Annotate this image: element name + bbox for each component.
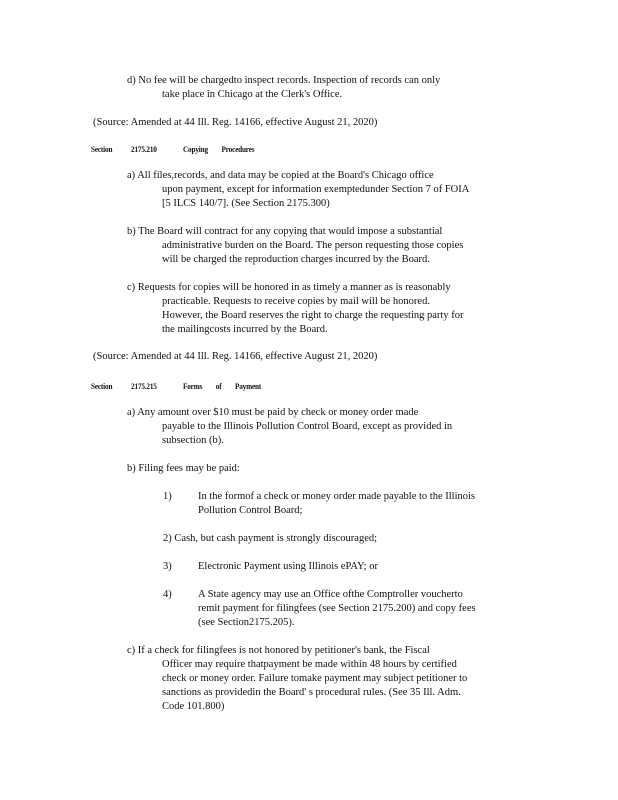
- subsection-d-line1: d) No fee will be chargedto inspect records. Inspection of records can only: [127, 75, 441, 86]
- section-number-1: 2175.210: [131, 144, 157, 154]
- sec1-subsection-c-line1: c) Requests for copies will be honored in as timely a manner as is reasonably: [127, 282, 451, 293]
- sec2-subsection-a-line2: payable to the Illinois Pollution Control Board, except as provided in: [162, 421, 453, 432]
- item-3-number: 3): [163, 561, 172, 572]
- item-4-line1: A State agency may use an Office ofthe Comptroller voucherto: [198, 589, 463, 600]
- source-note-2: (Source: Amended at 44 Ill. Reg. 14166, effective August 21, 2020): [93, 351, 378, 362]
- item-1-line2: Pollution Control Board;: [198, 505, 303, 516]
- sec2-subsection-c-line2: Officer may require thatpayment be made within 48 hours by certified: [162, 659, 457, 670]
- item-3-line1: Electronic Payment using Illinois ePAY; or: [198, 561, 378, 572]
- sec1-subsection-b-line1: b) The Board will contract for any copying that would impose a substantial: [127, 226, 443, 237]
- section-number-2: 2175.215: [131, 381, 157, 391]
- source-note-1: (Source: Amended at 44 Ill. Reg. 14166, effective August 21, 2020): [93, 117, 378, 128]
- subsection-d-line2: take place in Chicago at the Clerk's Office.: [162, 89, 343, 100]
- section-label-1: Section: [91, 144, 113, 154]
- sec2-subsection-c-line1: c) If a check for filingfees is not honored by petitioner's bank, the Fiscal: [127, 645, 430, 656]
- section-title-2: Forms of Payment: [183, 381, 262, 391]
- item-1-number: 1): [163, 491, 172, 502]
- sec2-subsection-a-line1: a) Any amount over $10 must be paid by check or money order made: [127, 407, 419, 418]
- item-2-line1: 2) Cash, but cash payment is strongly discouraged;: [163, 533, 378, 544]
- section-title-1: Copying Procedures: [183, 144, 255, 154]
- sec2-subsection-c-line5: Code 101.800): [162, 701, 225, 712]
- sec1-subsection-a-line1: a) All files,records, and data may be copied at the Board's Chicago office: [127, 170, 434, 181]
- sec2-subsection-a-line3: subsection (b).: [162, 435, 224, 446]
- sec1-subsection-a-line3: [5 ILCS 140/7]. (See Section 2175.300): [162, 198, 330, 209]
- sec2-subsection-b-line1: b) Filing fees may be paid:: [127, 463, 240, 474]
- sec1-subsection-c-line4: the mailingcosts incurred by the Board.: [162, 324, 328, 335]
- section-label-2: Section: [91, 381, 113, 391]
- item-4-line2: remit payment for filingfees (see Section 2175.200) and copy fees: [198, 603, 476, 614]
- sec1-subsection-b-line2: administrative burden on the Board. The person requesting those copies: [162, 240, 464, 251]
- sec2-subsection-c-line3: check or money order. Failure tomake payment may subject petitioner to: [162, 673, 468, 684]
- item-4-line3: (see Section2175.205).: [198, 617, 295, 628]
- item-4-number: 4): [163, 589, 172, 600]
- sec1-subsection-c-line3: However, the Board reserves the right to charge the requesting party for: [162, 310, 464, 321]
- item-1-line1: In the formof a check or money order made payable to the Illinois: [198, 491, 475, 502]
- sec1-subsection-c-line2: practicable. Requests to receive copies by mail will be honored.: [162, 296, 430, 307]
- sec1-subsection-a-line2: upon payment, except for information exemptedunder Section 7 of FOIA: [162, 184, 470, 195]
- sec2-subsection-c-line4: sanctions as providedin the Board' s procedural rules. (See 35 Ill. Adm.: [162, 687, 461, 698]
- sec1-subsection-b-line3: will be charged the reproduction charges incurred by the Board.: [162, 254, 430, 265]
